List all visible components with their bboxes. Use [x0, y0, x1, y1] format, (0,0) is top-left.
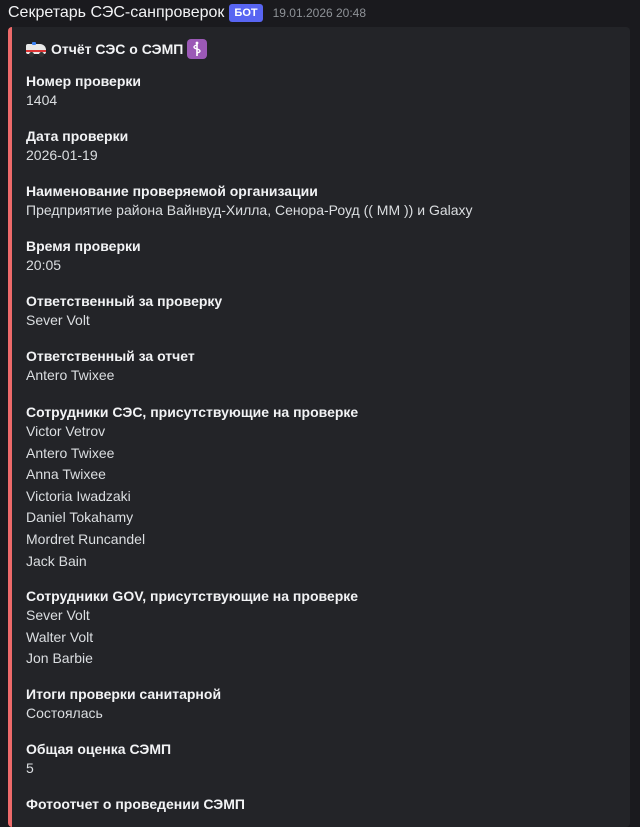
field-overall-rating	[26, 740, 171, 780]
field-ses-staff	[26, 403, 358, 572]
message-header	[8, 2, 366, 24]
staff-member: Mordret Runcandel	[26, 530, 146, 547]
field-value: 1404	[26, 92, 58, 108]
staff-member: Walter Volt	[26, 628, 94, 645]
staff-member: Antero Twixee	[26, 444, 115, 461]
field-name: Сотрудники GOV, присутствующие на проверке	[26, 588, 359, 604]
field-inspection-time	[26, 237, 141, 277]
field-value: Sever Volt	[26, 312, 90, 328]
staff-member: Anna Twixee	[26, 466, 106, 483]
field-organization	[26, 182, 473, 222]
field-gov-staff	[26, 587, 358, 670]
field-inspection-responsible	[26, 292, 222, 332]
field-name: Наименование проверяемой организации	[26, 183, 318, 199]
report-embed	[8, 27, 630, 827]
field-name: Общая оценка СЭМП	[26, 741, 172, 757]
field-sanitary-result	[26, 685, 221, 725]
field-photo-report	[26, 795, 245, 813]
staff-member: Jon Barbie	[26, 650, 93, 667]
field-name: Фотоотчет о проведении СЭМП	[26, 796, 245, 812]
field-value: 20:05	[26, 257, 62, 273]
field-value: 5	[26, 760, 34, 776]
bot-badge: БОТ	[229, 4, 262, 22]
embed-title-text: Отчёт СЭС о СЭМП	[51, 41, 184, 57]
field-inspection-date	[26, 127, 128, 167]
embed-title	[26, 39, 207, 59]
field-name: Дата проверки	[26, 128, 129, 144]
staff-member: Sever Volt	[26, 607, 90, 623]
field-value: 2026-01-19	[26, 147, 98, 163]
field-inspection-number	[26, 72, 141, 112]
medical-symbol-icon	[187, 39, 207, 59]
field-name: Сотрудники СЭС, присутствующие на проверке	[26, 404, 359, 420]
field-value: Antero Twixee	[26, 367, 115, 383]
staff-member: Jack Bain	[26, 552, 87, 569]
author-name[interactable]: Секретарь СЭС-санпроверок	[8, 4, 225, 21]
field-report-responsible	[26, 347, 195, 387]
field-name: Ответственный за отчет	[26, 348, 195, 364]
field-value: Предприятие района Вайнвуд-Хилла, Сенора-Роуд (( ММ )) и Galaxy	[26, 202, 473, 218]
ambulance-icon	[26, 42, 46, 56]
field-name: Итоги проверки санитарной	[26, 686, 222, 702]
field-name: Ответственный за проверку	[26, 293, 223, 309]
staff-member: Victor Vetrov	[26, 423, 106, 439]
staff-member: Daniel Tokahamy	[26, 509, 134, 526]
field-value: Состоялась	[26, 705, 103, 721]
staff-member: Victoria Iwadzaki	[26, 487, 131, 504]
field-name: Номер проверки	[26, 73, 141, 89]
field-name: Время проверки	[26, 238, 141, 254]
message-timestamp[interactable]: 19.01.2026 20:48	[272, 6, 367, 20]
